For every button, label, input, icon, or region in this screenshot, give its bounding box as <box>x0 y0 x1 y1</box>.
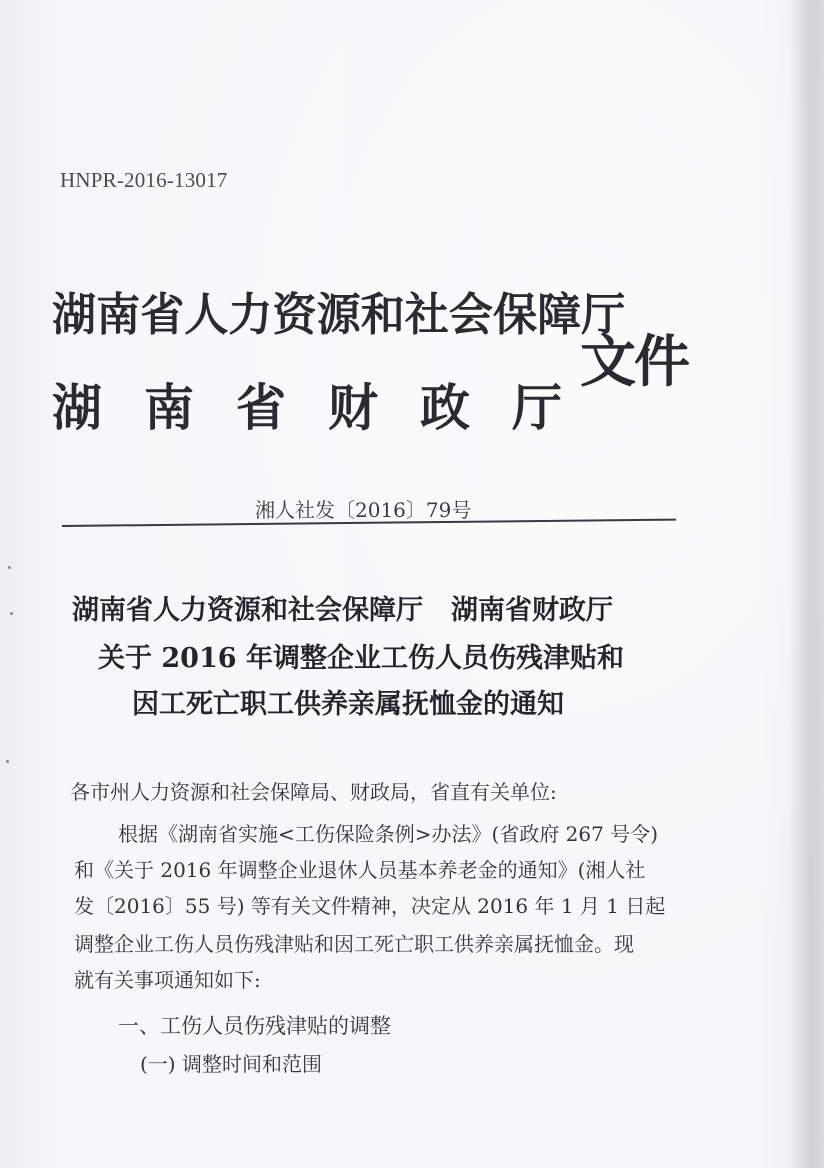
issuer-char: 政 <box>420 379 470 437</box>
scan-speck <box>10 612 13 615</box>
document-number: 湘人社发〔2016〕79号 <box>255 498 472 522</box>
issuer-char: 厅 <box>512 379 562 437</box>
notice-title-issuer-a: 湖南省人力资源和社会保障厅 <box>72 595 423 626</box>
salutation: 各市州人力资源和社会保障局、财政局，省直有关单位: <box>70 780 557 804</box>
issuer-line-hr-department: 湖南省人力资源和社会保障厅 <box>52 288 626 341</box>
body-line: 调整企业工伤人员伤残津贴和因工死亡职工供养亲属抚恤金。现 <box>74 932 634 956</box>
body-line: 就有关事项通知如下: <box>74 968 261 992</box>
body-line: 根据《湖南省实施<工伤保险条例>办法》(省政府 267 号令) <box>118 822 659 846</box>
issuer-line-finance-department <box>52 368 604 440</box>
issuer-char: 湖 <box>52 379 102 437</box>
subsection-heading: (一) 调整时间和范围 <box>140 1052 322 1076</box>
notice-title-line-1 <box>72 588 613 627</box>
scan-speck <box>8 566 11 569</box>
document-type-label: 文件 <box>580 330 688 395</box>
body-line: 和《关于 2016 年调整企业退休人员基本养老金的通知》(湘人社 <box>74 858 646 882</box>
notice-title-line-2: 关于 2016 年调整企业工伤人员伤残津贴和 <box>98 643 624 674</box>
section-heading: 一、工伤人员伤残津贴的调整 <box>118 1014 391 1038</box>
notice-title-issuer-b: 湖南省财政厅 <box>451 595 613 626</box>
page-edge-shadow <box>790 0 824 1168</box>
document-id: HNPR-2016-13017 <box>60 168 228 192</box>
issuer-char: 南 <box>144 379 194 437</box>
issuer-char: 省 <box>236 379 286 437</box>
issuer-char: 财 <box>328 379 378 437</box>
body-line: 发〔2016〕55 号) 等有关文件精神，决定从 2016 年 1 月 1 日起 <box>74 894 666 918</box>
scan-speck <box>6 760 9 763</box>
notice-title-line-3: 因工死亡职工供养亲属抚恤金的通知 <box>132 689 564 720</box>
